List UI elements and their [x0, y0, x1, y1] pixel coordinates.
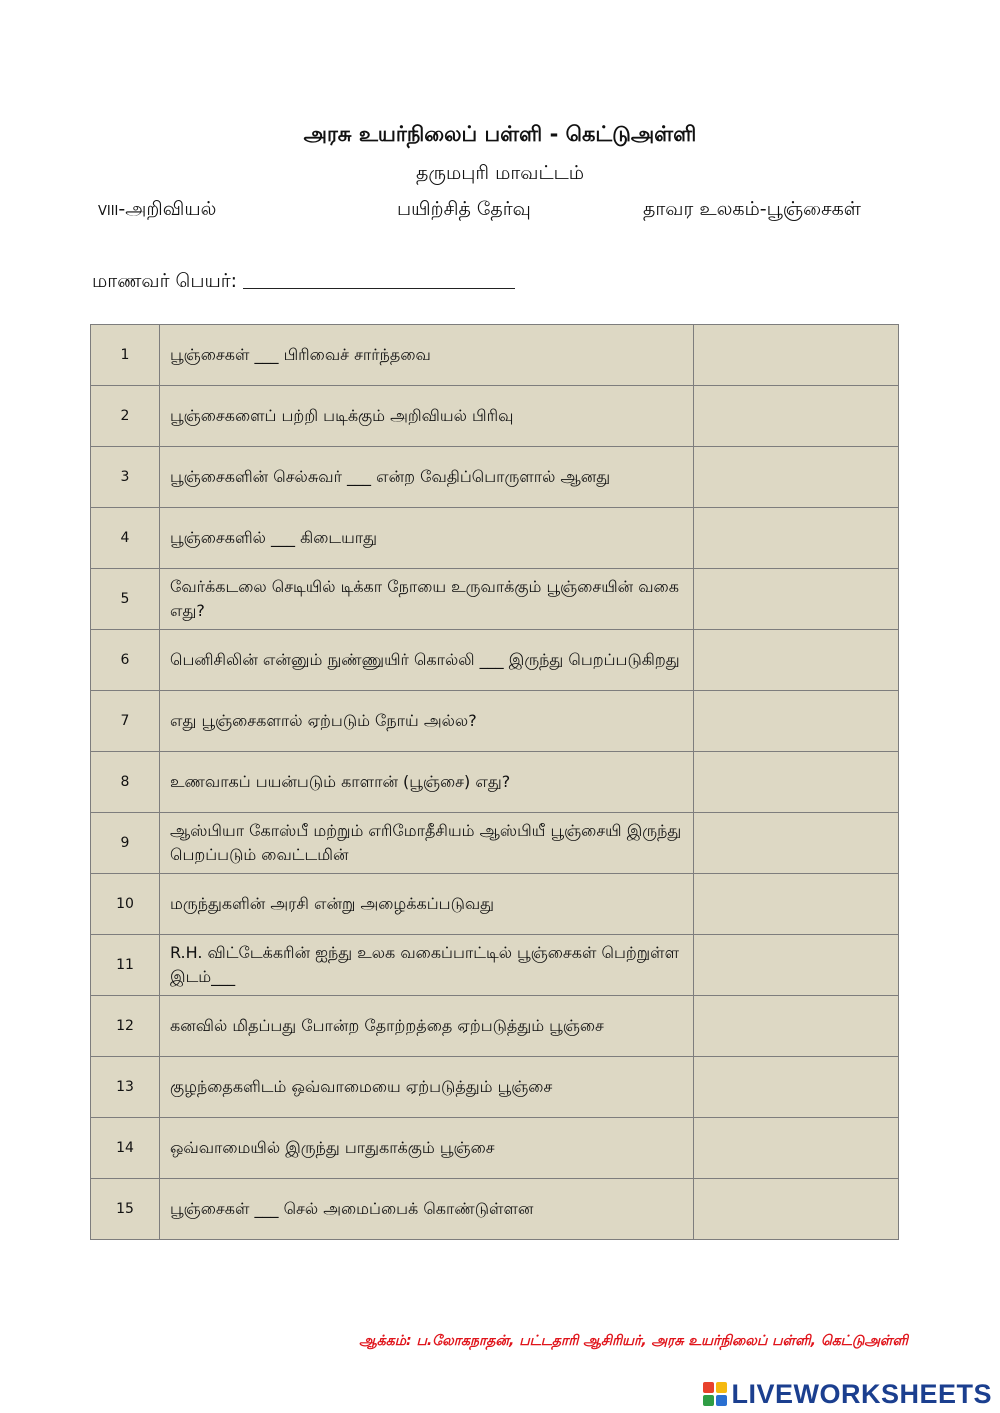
- question-text: ஆஸ்பியா கோஸ்பீ மற்றும் எரிமோதீசியம் ஆஸ்பியீ பூஞ்சையி இருந்து பெறப்படும் வைட்டமின்: [160, 813, 694, 874]
- answer-field[interactable]: [694, 691, 899, 752]
- question-row: [91, 569, 899, 630]
- answer-field[interactable]: [694, 813, 899, 874]
- answer-field[interactable]: [694, 935, 899, 996]
- question-row: [91, 386, 899, 447]
- answer-field[interactable]: [694, 752, 899, 813]
- logo-blocks-icon: [703, 1382, 727, 1406]
- answer-field[interactable]: [694, 1057, 899, 1118]
- question-text: கனவில் மிதப்பது போன்ற தோற்றத்தை ஏற்படுத்தும் பூஞ்சை: [160, 996, 694, 1057]
- question-number: 11: [91, 935, 160, 996]
- question-text: பூஞ்சைகளின் செல்சுவர் ___ என்ற வேதிப்பொருளால் ஆனது: [160, 447, 694, 508]
- answer-field[interactable]: [694, 508, 899, 569]
- question-row: [91, 752, 899, 813]
- logo-block-1: [703, 1382, 714, 1393]
- author-credit: ஆக்கம்: ப.லோகநாதன், பட்டதாரி ஆசிரியர், அரசு உயர்நிலைப் பள்ளி, கெட்டுஅள்ளி: [359, 1333, 908, 1349]
- question-row: [91, 935, 899, 996]
- lesson-topic: தாவர உலகம்-பூஞ்சைகள்: [643, 198, 861, 220]
- question-row: [91, 691, 899, 752]
- question-row: [91, 874, 899, 935]
- question-row: [91, 508, 899, 569]
- question-number: 14: [91, 1118, 160, 1179]
- question-text: உணவாகப் பயன்படும் காளான் (பூஞ்சை) எது?: [160, 752, 694, 813]
- question-number: 9: [91, 813, 160, 874]
- question-text: பூஞ்சைகளைப் பற்றி படிக்கும் அறிவியல் பிரிவு: [160, 386, 694, 447]
- question-number: 10: [91, 874, 160, 935]
- answer-field[interactable]: [694, 874, 899, 935]
- answer-field[interactable]: [694, 447, 899, 508]
- question-row: [91, 996, 899, 1057]
- question-text: ஒவ்வாமையில் இருந்து பாதுகாக்கும் பூஞ்சை: [160, 1118, 694, 1179]
- logo-block-2: [716, 1382, 727, 1393]
- question-text: வேர்க்கடலை செடியில் டிக்கா நோயை உருவாக்கும் பூஞ்சையின் வகை எது?: [160, 569, 694, 630]
- question-number: 7: [91, 691, 160, 752]
- question-text: பூஞ்சைகளில் ___ கிடையாது: [160, 508, 694, 569]
- question-row: [91, 325, 899, 386]
- answer-field[interactable]: [694, 1179, 899, 1240]
- question-number: 5: [91, 569, 160, 630]
- question-text: பெனிசிலின் என்னும் நுண்ணுயிர் கொல்லி ___ இருந்து பெறப்படுகிறது: [160, 630, 694, 691]
- question-row: [91, 1118, 899, 1179]
- question-text: பூஞ்சைகள் ___ செல் அமைப்பைக் கொண்டுள்ளன: [160, 1179, 694, 1240]
- question-number: 3: [91, 447, 160, 508]
- test-type: பயிற்சித் தேர்வு: [397, 198, 531, 220]
- class-subject: [98, 198, 216, 223]
- question-number: 8: [91, 752, 160, 813]
- question-text: R.H. விட்டேக்கரின் ஐந்து உலக வகைப்பாட்டில் பூஞ்சைகள் பெற்றுள்ள இடம்___: [160, 935, 694, 996]
- question-row: [91, 813, 899, 874]
- answer-field[interactable]: [694, 996, 899, 1057]
- question-number: 15: [91, 1179, 160, 1240]
- question-text: மருந்துகளின் அரசி என்று அழைக்கப்படுவது: [160, 874, 694, 935]
- question-number: 4: [91, 508, 160, 569]
- liveworksheets-logo[interactable]: [703, 1380, 992, 1408]
- question-text: பூஞ்சைகள் ___ பிரிவைச் சார்ந்தவை: [160, 325, 694, 386]
- question-row: [91, 1057, 899, 1118]
- answer-field[interactable]: [694, 386, 899, 447]
- question-row: [91, 447, 899, 508]
- logo-block-3: [703, 1395, 714, 1406]
- student-name-label: மாணவர் பெயர்:: [92, 270, 238, 292]
- answer-field[interactable]: [694, 569, 899, 630]
- answer-field[interactable]: [694, 630, 899, 691]
- district-name: தருமபுரி மாவட்டம்: [415, 162, 585, 184]
- logo-wordmark: LIVEWORKSHEETS: [731, 1378, 992, 1409]
- student-name-input-line[interactable]: [243, 288, 515, 289]
- answer-field[interactable]: [694, 325, 899, 386]
- school-title: அரசு உயர்நிலைப் பள்ளி - கெட்டுஅள்ளி: [303, 122, 697, 146]
- question-table-body: [91, 325, 899, 1240]
- question-number: 13: [91, 1057, 160, 1118]
- student-name-row: [92, 270, 515, 295]
- question-table: [90, 324, 899, 1240]
- question-text: குழந்தைகளிடம் ஒவ்வாமையை ஏற்படுத்தும் பூஞ்சை: [160, 1057, 694, 1118]
- logo-block-4: [716, 1395, 727, 1406]
- question-row: [91, 630, 899, 691]
- question-number: 1: [91, 325, 160, 386]
- answer-field[interactable]: [694, 1118, 899, 1179]
- question-row: [91, 1179, 899, 1240]
- question-number: 6: [91, 630, 160, 691]
- question-number: 12: [91, 996, 160, 1057]
- question-number: 2: [91, 386, 160, 447]
- question-text: எது பூஞ்சைகளால் ஏற்படும் நோய் அல்ல?: [160, 691, 694, 752]
- class-prefix: VIII: [98, 204, 119, 219]
- class-subject-label: -அறிவியல்: [118, 198, 217, 220]
